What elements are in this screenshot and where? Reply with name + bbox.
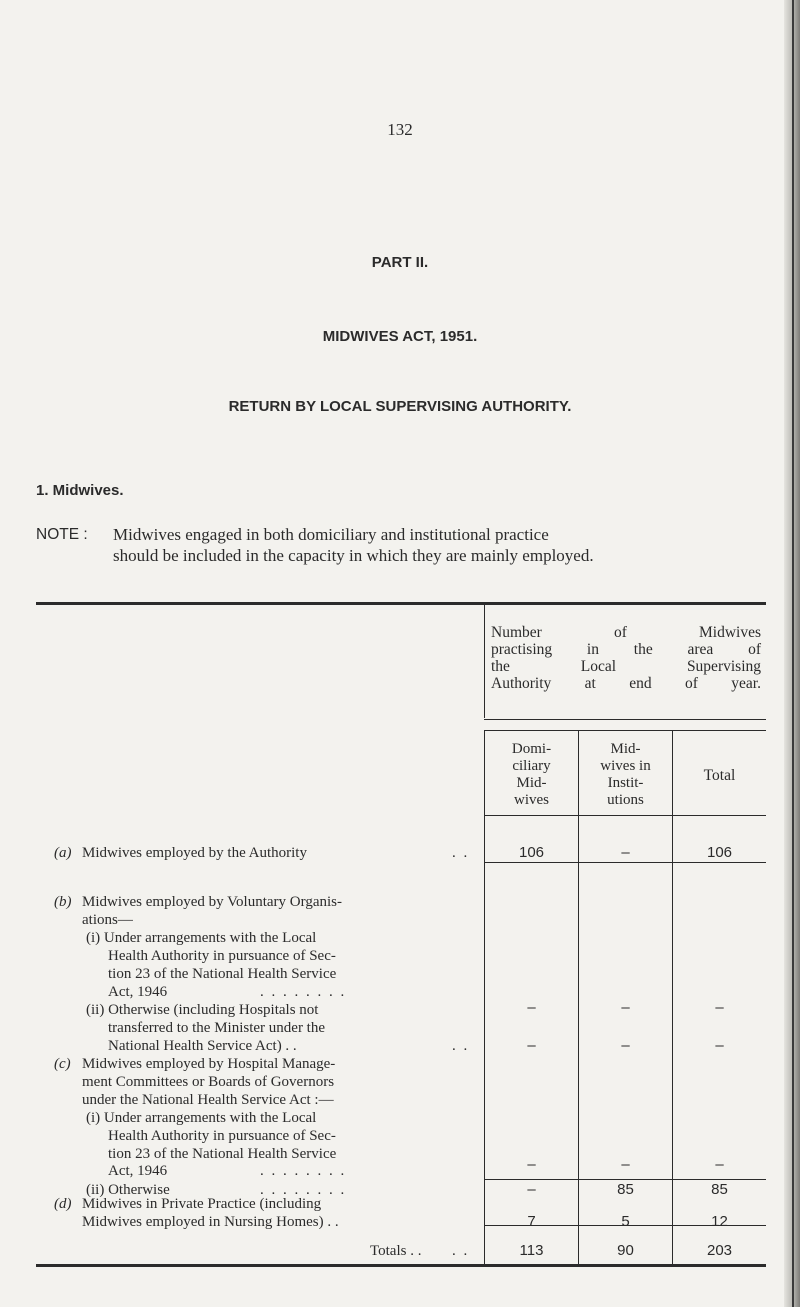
group-header-line: Authority at end of year. <box>491 675 761 692</box>
totals-dots: . . <box>452 1243 470 1259</box>
row-c-i-line: (i) Under arrangements with the Local <box>86 1110 317 1126</box>
note-line-1: Midwives engaged in both domiciliary and institutional practice <box>113 525 549 544</box>
row-b-ii-line: transferred to the Minister under the <box>108 1020 326 1036</box>
group-header-line: Number of Midwives <box>491 624 761 641</box>
group-left-rule <box>484 605 485 718</box>
col-header-line: Mid- <box>516 775 547 791</box>
row-d-institutions: 5 <box>621 1213 630 1230</box>
row-a-institutions: – <box>621 844 630 861</box>
return-title: RETURN BY LOCAL SUPERVISING AUTHORITY. <box>228 398 572 415</box>
row-a-domiciliary: 106 <box>518 844 545 861</box>
col-header-total: Total <box>703 767 736 784</box>
row-d-letter: (d) <box>54 1196 72 1212</box>
row-c-i-total: – <box>715 1156 724 1173</box>
part-title: PART II. <box>371 254 429 271</box>
row-b-i-line: tion 23 of the National Health Service <box>108 966 337 982</box>
row-b-ii-line: (ii) Otherwise (including Hospitals not <box>86 1002 319 1018</box>
group-header <box>491 624 761 692</box>
totals-total: 203 <box>706 1242 733 1259</box>
row-b-i-line: Health Authority in pursuance of Sec- <box>108 948 336 964</box>
col-header-line: Mid- <box>610 741 641 757</box>
row-c-label-line: under the National Health Service Act :— <box>82 1092 334 1108</box>
row-b-i-total: – <box>715 999 724 1016</box>
row-d-total: 12 <box>711 1213 728 1230</box>
note-line-2: should be included in the capacity in which they are mainly employed. <box>113 546 594 565</box>
totals-institutions: 90 <box>617 1242 634 1259</box>
group-header-line: practising in the area of <box>491 641 761 658</box>
row-b-ii-line: National Health Service Act) . . <box>108 1038 297 1054</box>
row-a-total: 106 <box>706 844 733 861</box>
row-c-ii-domiciliary: – <box>527 1181 536 1198</box>
col-header-line: Instit- <box>607 775 644 791</box>
row-a-label: Midwives employed by the Authority <box>82 845 307 861</box>
col-header-line: ciliary <box>512 758 551 774</box>
col-header-line: utions <box>607 792 644 808</box>
row-a-letter: (a) <box>54 845 72 861</box>
col-header-institutions <box>579 741 672 809</box>
row-c-i-domiciliary: – <box>527 1156 536 1173</box>
row-b-ii-institutions: – <box>621 1037 630 1054</box>
table-bottom-rule <box>36 1264 766 1267</box>
row-b-ii-total: – <box>715 1037 724 1054</box>
row-b-label-line: ations— <box>82 912 133 928</box>
row-c-i-line: Act, 1946 <box>108 1163 168 1179</box>
row-b-i-line: Act, 1946 <box>108 984 168 1000</box>
col-header-line: wives in <box>600 758 651 774</box>
row-b-i-line: (i) Under arrangements with the Local <box>86 930 317 946</box>
row-c-letter: (c) <box>54 1056 71 1072</box>
row-b-ii-domiciliary: – <box>527 1037 536 1054</box>
row-c-ii-institutions: 85 <box>617 1181 634 1198</box>
row-b-i-dots: . . . . . . . . <box>260 984 347 1000</box>
subheader-top-rule <box>484 730 766 731</box>
row-b-i-institutions: – <box>621 999 630 1016</box>
row-c-i-institutions: – <box>621 1156 630 1173</box>
totals-domiciliary: 113 <box>519 1242 544 1259</box>
row-b-i-domiciliary: – <box>527 999 536 1016</box>
section-heading: 1. Midwives. <box>36 482 124 499</box>
row-d-label-line: Midwives in Private Practice (including <box>82 1196 322 1212</box>
row-c-bottom-rule <box>484 1179 766 1180</box>
group-header-line: the Local Supervising <box>491 658 761 675</box>
row-a-dots: . . <box>452 845 470 861</box>
act-title: MIDWIVES ACT, 1951. <box>322 328 478 345</box>
row-a-bottom-rule <box>484 862 766 863</box>
row-c-ii-total: 85 <box>711 1181 728 1198</box>
row-c-i-dots: . . . . . . . . <box>260 1163 347 1179</box>
col-header-domiciliary <box>485 741 578 809</box>
row-c-label-line: Midwives employed by Hospital Manage- <box>82 1056 336 1072</box>
col-header-line: Domi- <box>511 741 552 757</box>
row-b-ii-dots: . . <box>452 1038 470 1054</box>
row-c-label-line: ment Committees or Boards of Governors <box>82 1074 335 1090</box>
note-label: NOTE : <box>36 526 88 543</box>
row-b-letter: (b) <box>54 894 72 910</box>
page-number: 132 <box>387 120 413 139</box>
col-header-line: wives <box>514 792 549 808</box>
table-top-rule <box>36 602 766 605</box>
row-c-i-line: Health Authority in pursuance of Sec- <box>108 1128 336 1144</box>
row-c-i-line: tion 23 of the National Health Service <box>108 1146 337 1162</box>
row-d-domiciliary: 7 <box>527 1213 536 1230</box>
row-c-ii-dots: . . . . . . . . <box>260 1182 347 1198</box>
group-bottom-rule <box>484 719 766 720</box>
subheader-bottom-rule <box>484 815 766 816</box>
row-c-ii-line: (ii) Otherwise <box>86 1182 170 1198</box>
row-d-label-line: Midwives employed in Nursing Homes) . . <box>82 1214 339 1230</box>
row-b-label-line: Midwives employed by Voluntary Organis- <box>82 894 342 910</box>
totals-label: Totals . . <box>370 1243 422 1259</box>
page-edge-line <box>792 0 794 1307</box>
